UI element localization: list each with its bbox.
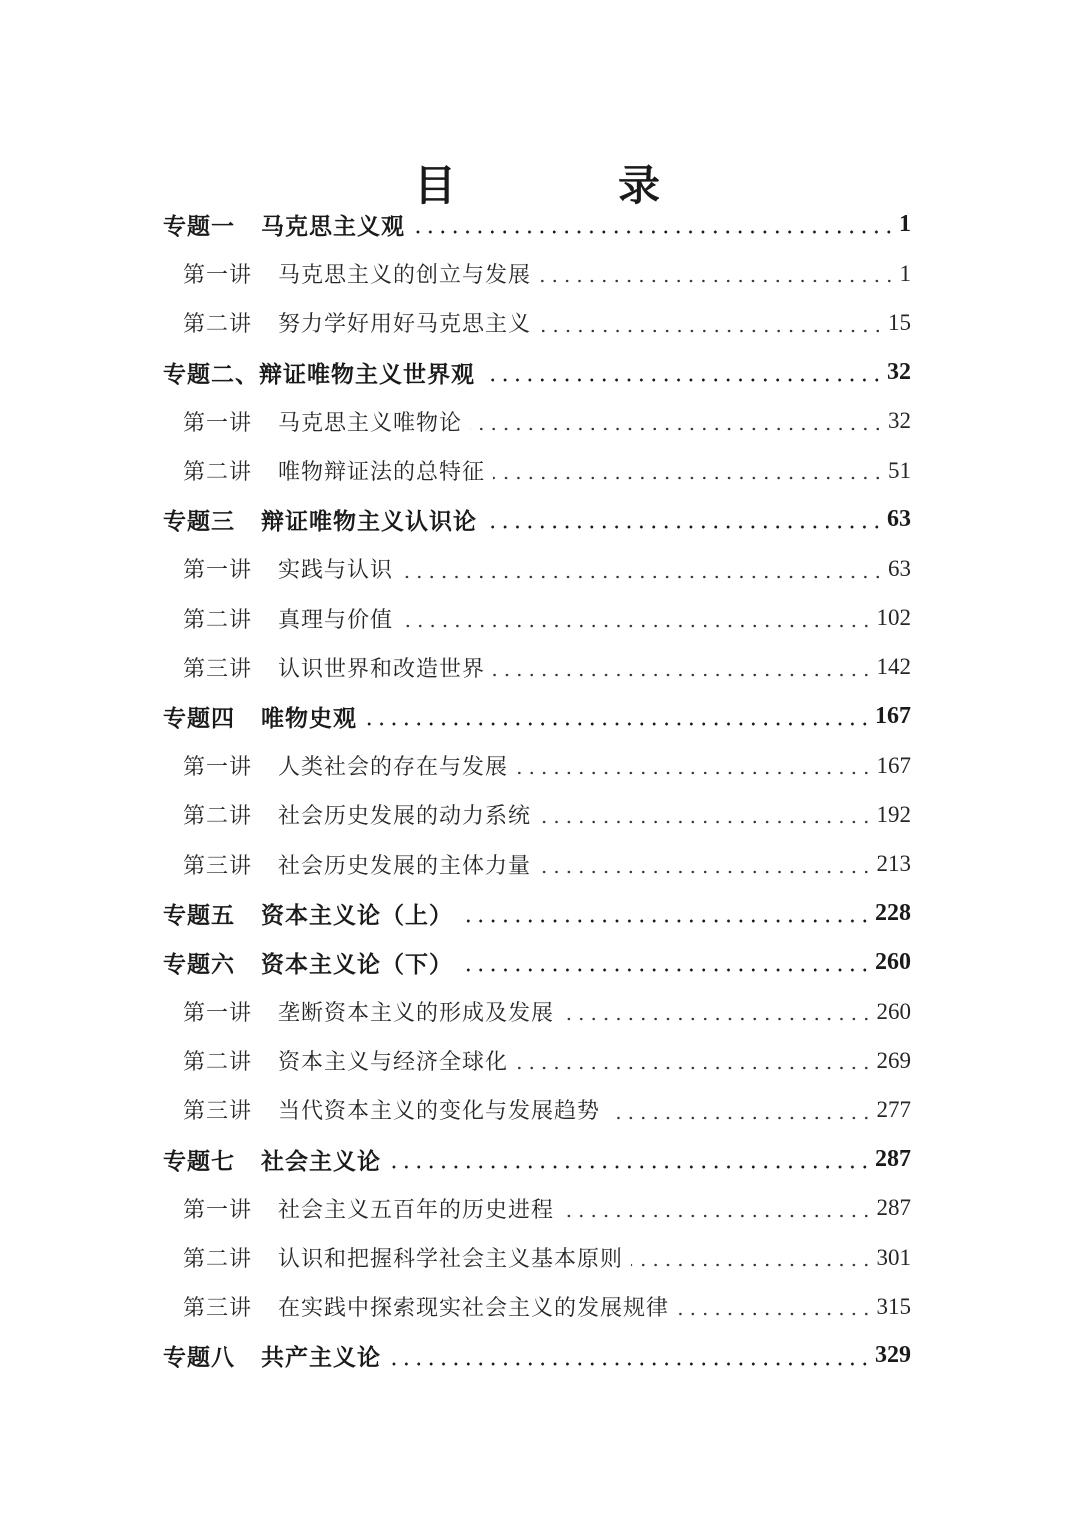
toc-page-number: 102	[876, 605, 911, 631]
toc-entry-label	[183, 849, 539, 880]
toc-entry-number: 第二讲	[183, 460, 253, 486]
toc-entry-title: 唯物史观	[261, 704, 357, 732]
toc-page-number: 167	[875, 702, 911, 729]
toc-entry-label	[183, 406, 470, 437]
dot-leader	[493, 643, 874, 692]
toc-entry-number: 专题七	[163, 1147, 235, 1175]
toc-entry-label	[163, 897, 461, 930]
toc-page-number: 329	[875, 1342, 911, 1369]
toc-lecture-entry[interactable]	[163, 1036, 911, 1085]
toc-entry-label	[183, 996, 562, 1027]
toc-page-number: 301	[876, 1244, 911, 1270]
toc-page-number: 142	[876, 654, 911, 680]
toc-entry-label	[183, 652, 493, 683]
toc-page-number: 228	[875, 899, 911, 926]
toc-entry-label	[183, 1291, 677, 1322]
toc-entry-number: 专题六	[163, 950, 235, 978]
dot-leader	[413, 200, 897, 249]
dot-leader	[365, 692, 873, 741]
toc-lecture-entry[interactable]	[163, 1184, 911, 1233]
toc-entry-title: 资本主义与经济全球化	[278, 1050, 509, 1076]
toc-entry-label	[183, 553, 401, 584]
toc-entry-title: 努力学好用好马克思主义	[278, 312, 532, 338]
toc-lecture-entry[interactable]	[163, 446, 911, 495]
toc-entry-title: 垄断资本主义的形成及发展	[278, 1001, 555, 1027]
toc-lecture-entry[interactable]	[163, 397, 911, 446]
dot-leader	[677, 1282, 874, 1331]
toc-lecture-entry[interactable]	[163, 1282, 911, 1331]
toc-entry-label	[183, 455, 493, 486]
toc-entry-label	[183, 1193, 562, 1224]
toc-page-number: 51	[888, 457, 911, 483]
toc-entry-number: 第二讲	[183, 607, 253, 633]
dot-leader	[461, 938, 873, 987]
toc-entry-label	[183, 258, 539, 289]
toc-entry-title: 在实践中探索现实社会主义的发展规律	[278, 1296, 670, 1322]
toc-lecture-entry[interactable]	[163, 594, 911, 643]
toc-entry-title: 资本主义论（下）	[261, 950, 453, 978]
toc-topic-entry[interactable]	[163, 938, 911, 987]
toc-page-number: 1	[899, 211, 911, 238]
toc-page-number: 15	[888, 309, 911, 335]
toc-entry-number: 专题四	[163, 704, 235, 732]
dot-leader	[539, 790, 874, 839]
toc-entry-number: 专题三	[163, 508, 235, 536]
toc-entry-label	[183, 307, 539, 338]
toc-page-number: 1	[899, 260, 911, 286]
toc-entry-label	[163, 946, 461, 979]
dot-leader	[516, 741, 874, 790]
toc-page-number: 63	[888, 555, 911, 581]
toc-entry-title: 社会主义论	[261, 1147, 381, 1175]
toc-page-number: 32	[887, 358, 911, 385]
dot-leader	[539, 298, 886, 347]
toc-page-number: 287	[876, 1195, 911, 1221]
toc-entry-title: 专题二、辩证唯物主义世界观	[163, 360, 475, 388]
toc-entry-number: 第一讲	[183, 1197, 253, 1223]
toc-lecture-entry[interactable]	[163, 839, 911, 888]
toc-entry-number: 第三讲	[183, 853, 253, 879]
dot-leader	[483, 348, 885, 397]
toc-entry-number: 第三讲	[183, 1296, 253, 1322]
toc-topic-entry[interactable]	[163, 200, 911, 249]
toc-entry-label	[163, 356, 483, 389]
toc-entry-number: 专题一	[163, 213, 235, 241]
toc-entry-label	[183, 799, 539, 830]
dot-leader	[562, 1184, 874, 1233]
toc-entry-number: 第二讲	[183, 804, 253, 830]
toc-page-number: 63	[887, 506, 911, 533]
toc-entry-title: 认识和把握科学社会主义基本原则	[278, 1247, 624, 1273]
toc-lecture-entry[interactable]	[163, 790, 911, 839]
toc-entry-number: 第三讲	[183, 656, 253, 682]
toc-entry-title: 共产主义论	[261, 1344, 381, 1372]
toc-entry-title: 人类社会的存在与发展	[278, 755, 509, 781]
toc-page-number: 269	[876, 1047, 911, 1073]
dot-leader	[470, 397, 886, 446]
toc-page-number: 192	[876, 801, 911, 827]
dot-leader	[516, 1036, 874, 1085]
toc-entry-number: 第三讲	[183, 1099, 253, 1125]
toc-entry-title: 社会主义五百年的历史进程	[278, 1197, 555, 1223]
dot-leader	[493, 446, 886, 495]
toc-lecture-entry[interactable]	[163, 1233, 911, 1282]
toc-entry-label	[183, 1094, 608, 1125]
toc-entry-number: 第一讲	[183, 755, 253, 781]
dot-leader	[631, 1233, 874, 1282]
toc-entry-title: 唯物辩证法的总特征	[278, 460, 486, 486]
page-title: 目 录	[413, 161, 720, 211]
toc-lecture-entry[interactable]	[163, 987, 911, 1036]
toc-entry-title: 社会历史发展的动力系统	[278, 804, 532, 830]
toc-entry-label	[183, 1045, 516, 1076]
toc-topic-entry[interactable]	[163, 495, 911, 544]
toc-entry-number: 第二讲	[183, 312, 253, 338]
toc-lecture-entry[interactable]	[163, 249, 911, 298]
toc-entry-number: 第二讲	[183, 1247, 253, 1273]
toc-page-number: 260	[876, 998, 911, 1024]
dot-leader	[485, 495, 885, 544]
toc-entry-label	[163, 503, 485, 536]
toc-entry-number: 专题八	[163, 1344, 235, 1372]
toc-entry-number: 第二讲	[183, 1050, 253, 1076]
dot-leader	[539, 249, 897, 298]
toc-entry-title: 真理与价值	[278, 607, 394, 633]
toc-entry-label	[163, 700, 365, 733]
dot-leader	[539, 839, 874, 888]
toc-entry-title: 辩证唯物主义认识论	[261, 508, 477, 536]
toc-entry-number: 专题五	[163, 901, 235, 929]
toc-entry-label	[163, 1339, 389, 1372]
toc-entry-number: 第一讲	[183, 1001, 253, 1027]
dot-leader	[461, 889, 873, 938]
toc-page-number: 287	[875, 1145, 911, 1172]
toc-page-number: 32	[888, 408, 911, 434]
toc-page-number: 167	[876, 752, 911, 778]
toc-lecture-entry[interactable]	[163, 1085, 911, 1134]
toc-entry-title: 实践与认识	[278, 558, 394, 584]
dot-leader	[389, 1135, 873, 1184]
toc-entry-label	[183, 1242, 631, 1273]
toc-entry-number: 第一讲	[183, 263, 253, 289]
dot-leader	[562, 987, 874, 1036]
toc-lecture-entry[interactable]	[163, 544, 911, 593]
toc-topic-entry[interactable]	[163, 348, 911, 397]
toc-entry-title: 当代资本主义的变化与发展趋势	[278, 1099, 601, 1125]
dot-leader	[608, 1085, 874, 1134]
toc-lecture-entry[interactable]	[163, 298, 911, 347]
dot-leader	[401, 544, 886, 593]
toc-entry-title: 马克思主义的创立与发展	[278, 263, 532, 289]
toc-page-number: 277	[876, 1096, 911, 1122]
dot-leader	[389, 1331, 873, 1380]
toc-entry-title: 社会历史发展的主体力量	[278, 853, 532, 879]
toc-topic-entry[interactable]	[163, 1331, 911, 1380]
dot-leader	[401, 594, 874, 643]
toc-entry-title: 马克思主义唯物论	[278, 410, 463, 436]
toc-page-number: 213	[876, 851, 911, 877]
toc-entry-title: 马克思主义观	[261, 213, 405, 241]
toc-entry-number: 第一讲	[183, 558, 253, 584]
toc-entry-title: 资本主义论（上）	[261, 901, 453, 929]
toc-topic-entry[interactable]	[163, 1135, 911, 1184]
toc-entry-label	[163, 208, 413, 241]
toc-lecture-entry[interactable]	[163, 741, 911, 790]
toc-lecture-entry[interactable]	[163, 643, 911, 692]
toc-entry-label	[163, 1143, 389, 1176]
toc-topic-entry[interactable]	[163, 889, 911, 938]
toc-page-number: 260	[875, 948, 911, 975]
toc-entry-label	[183, 603, 401, 634]
toc-entry-label	[183, 750, 516, 781]
toc-entry-title: 认识世界和改造世界	[278, 656, 486, 682]
toc-topic-entry[interactable]	[163, 692, 911, 741]
toc-entry-number: 第一讲	[183, 410, 253, 436]
table-of-contents	[163, 200, 911, 1381]
toc-page-number: 315	[876, 1293, 911, 1319]
